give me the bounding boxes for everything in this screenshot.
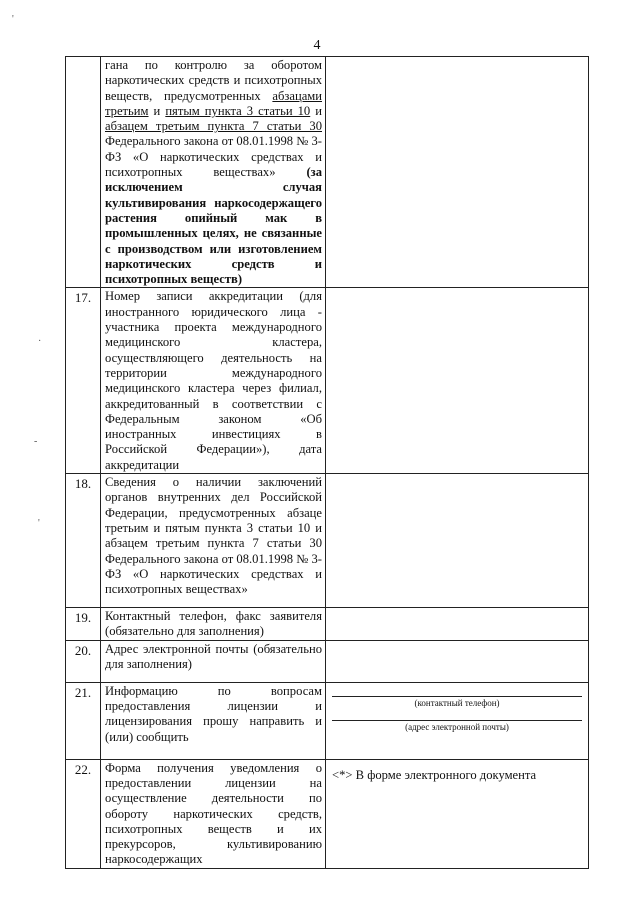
row-number: 18. — [66, 474, 101, 608]
notification-form-value: <*> В форме электронного документа — [332, 767, 537, 782]
desc-text: и — [310, 103, 322, 118]
conclusions-value-field[interactable] — [326, 474, 589, 608]
row-description — [101, 682, 326, 759]
phone-fax-field[interactable] — [326, 608, 589, 641]
accreditation-value-field[interactable] — [326, 288, 589, 474]
row-description — [101, 57, 326, 288]
phone-line-field[interactable] — [332, 695, 582, 697]
form-row — [66, 759, 589, 868]
desc-text: Сведения о наличии заключений органов внутренних дел Российской Федерации, предусмотренных абзаце третьим и пятым пункта 3 статьи 10 и абзацем третьим пункта 7 статьи 30 Федерального закона от 08.01.1998 № 3-ФЗ «О наркотических средствах и психотропных веществах» — [105, 475, 322, 597]
desc-bold-text: (за исключением случая культивирования наркосодержащего растения опийный мак в промышленных целях, не связанные с производством или изготовлением наркотических средств и психотропных веществ) — [105, 165, 322, 287]
form-row — [66, 640, 589, 682]
row-number: 22. — [66, 759, 101, 868]
form-row — [66, 288, 589, 474]
application-form-table — [65, 56, 589, 869]
scan-mark: ' — [12, 14, 14, 25]
desc-text: Информацию по вопросам предоставления лицензии и лицензирования прошу направить и (или) сообщить — [105, 683, 322, 744]
desc-text: гана по контролю за оборотом наркотических средств и психотропных веществ, предусмотренных — [105, 58, 322, 103]
email-line-field[interactable] — [332, 719, 582, 721]
scan-mark: ' — [38, 518, 40, 529]
contact-info-cell — [326, 682, 589, 759]
law-reference-link[interactable]: абзацем третьим пункта 7 статьи 30 — [105, 119, 322, 134]
scan-mark: · — [38, 336, 42, 347]
row-number: 17. — [66, 288, 101, 474]
page-number: 4 — [313, 38, 321, 53]
row-description — [101, 474, 326, 608]
row-value-field[interactable] — [326, 57, 589, 288]
email-field[interactable] — [326, 640, 589, 682]
form-row — [66, 682, 589, 759]
row-description — [101, 288, 326, 474]
desc-text: Федерального закона от 08.01.1998 № 3-ФЗ «О наркотических средствах и психотропных веществах» — [105, 134, 322, 180]
row-number: 19. — [66, 608, 101, 641]
desc-text: Форма получения уведомления о предоставлении лицензии на осуществление деятельности по обороту наркотических средств, психотропных веществ и их прекурсоров, культивированию наркосодержащих — [105, 760, 322, 867]
phone-caption: (контактный телефон) — [414, 697, 500, 708]
row-number — [66, 57, 101, 288]
desc-text: Контактный телефон, факс заявителя (обязательно для заполнения) — [105, 609, 322, 639]
desc-text: и — [148, 103, 166, 118]
scan-mark: - — [34, 436, 38, 447]
law-reference-link[interactable]: пятым пункта 3 статьи 10 — [165, 103, 311, 118]
form-row — [66, 608, 589, 641]
row-number: 20. — [66, 640, 101, 682]
form-row — [66, 57, 589, 288]
form-row — [66, 474, 589, 608]
notification-form-cell[interactable] — [326, 759, 589, 868]
email-caption: (адрес электронной почты) — [405, 721, 509, 732]
row-description — [101, 608, 326, 641]
desc-text: Номер записи аккредитации (для иностранного юридического лица - участника проекта международного медицинского кластера, осуществляющего деятельность на территории международного медицинского кластера через филиал, аккредитованный в соответствии с Федеральным законом «Об иностранных инвестициях в Российской Федерации»), дата аккредитации — [105, 289, 322, 472]
row-description — [101, 640, 326, 682]
row-description — [101, 759, 326, 868]
desc-text: Адрес электронной почты (обязательно для заполнения) — [105, 641, 322, 671]
row-number: 21. — [66, 682, 101, 759]
law-reference-link[interactable]: абзацами третьим — [105, 88, 322, 118]
